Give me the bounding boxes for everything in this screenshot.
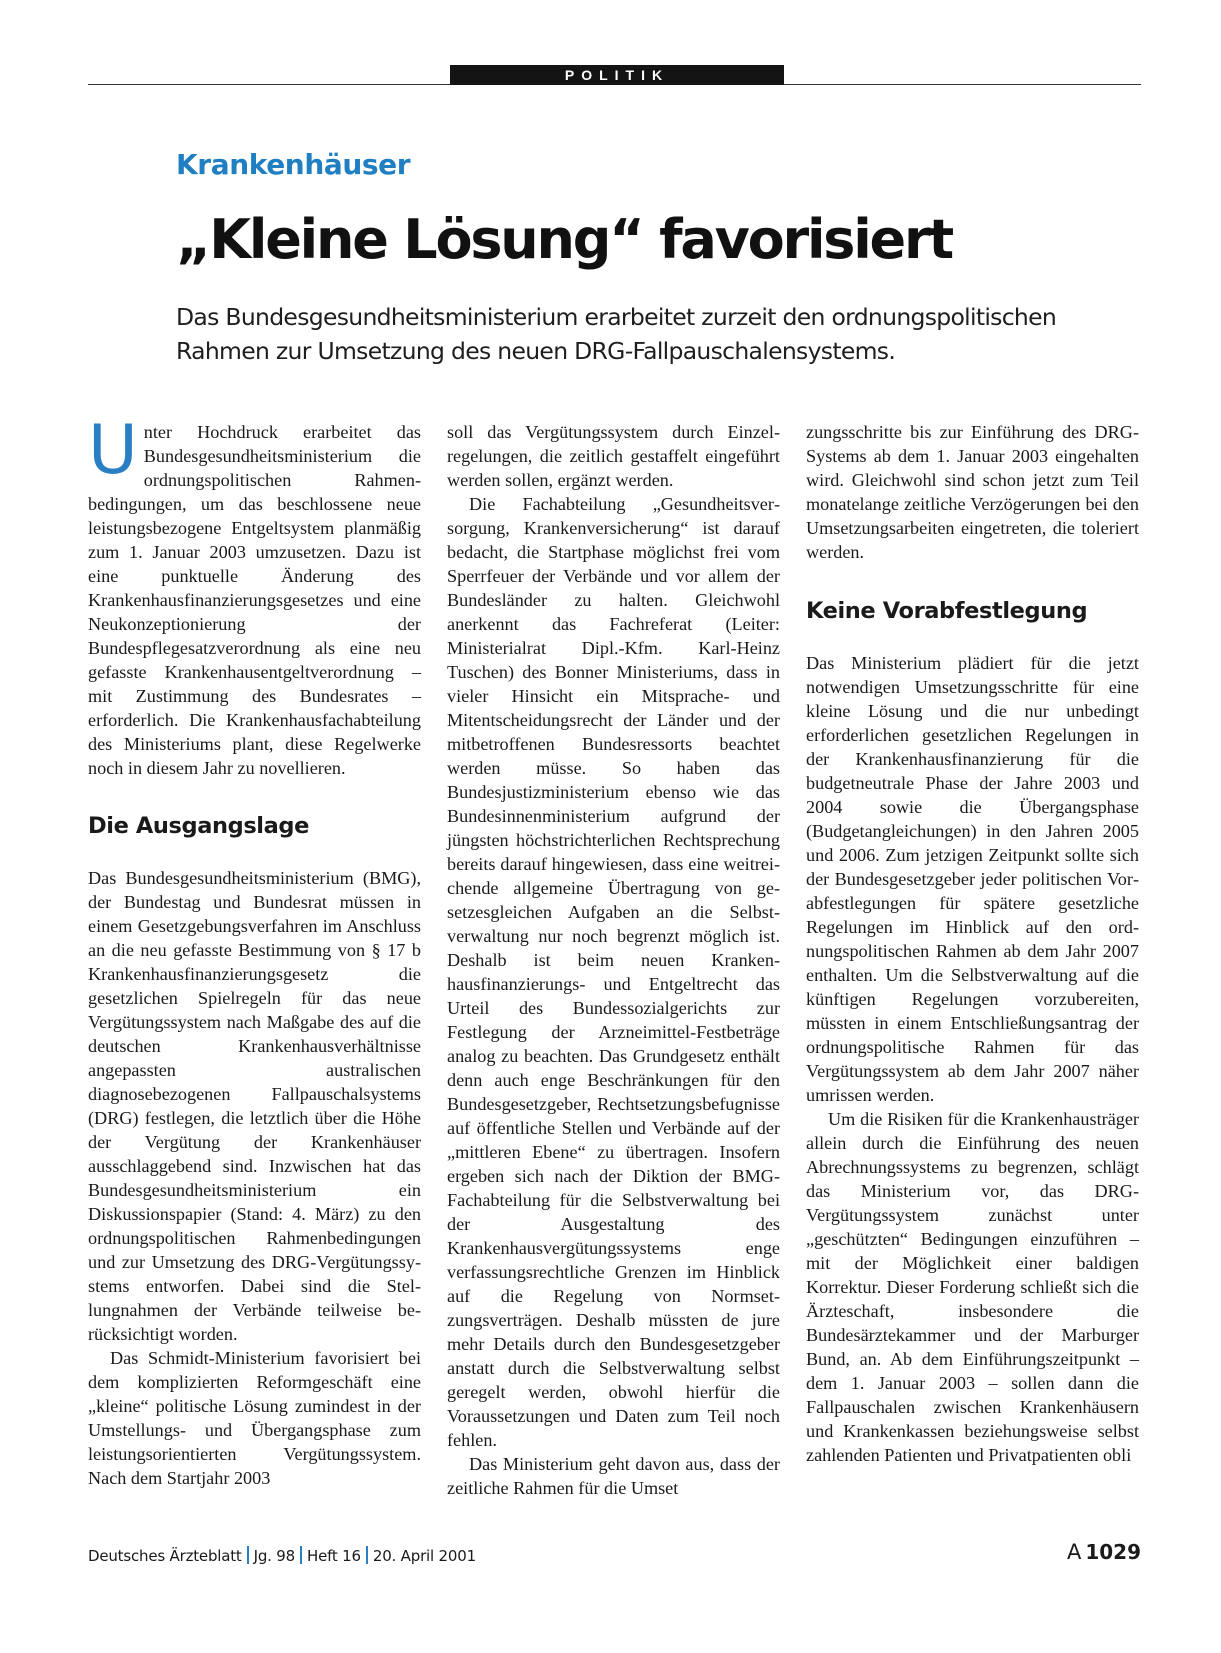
footer-separator <box>247 1546 249 1564</box>
article-deck: Das Bundesgesundheitsministerium erarbeitet zurzeit den ordnungspolitischen Rahmen zur Umsetzung des neuen DRG-Fallpauschalensystems. <box>176 303 1057 365</box>
body-paragraph: Das Bundesgesundheitsministerium (BMG), der Bundestag und Bundesrat müssen in einem Gesetzgebungsverfahren im Anschluss an die neu gefasste Bestimmung von § 17 b Krankenhausfinanzierungsgesetz die gesetzlichen Spielregeln für das neue Vergütungssystem nach Maßgabe des auf die deutschen Krankenhausverhältnisse angepassten australischen diagnosebezogenen Fallpauschalsystems (DRG) festlegen, die letztlich über die Höhe der Vergütung der Krankenhäuser ausschlaggebend sind. Inzwischen hat das Bundesgesundheitsministerium ein Diskussionspapier (Stand: 4. März) zu den ordnungspolitischen Rahmenbedingungen und zur Umsetzung des DRG-Vergütungssystems entworfen. Dabei sind die Stellungnahmen der Verbände teilweise berücksichtigt worden. <box>88 868 421 1344</box>
article-headline: „Kleine Lösung“ favorisiert <box>176 208 953 271</box>
drop-cap: U <box>88 411 138 490</box>
intro-text: nter Hochdruck erarbeitet das Bundesgesundheitsministerium die ordnungspolitischen Rahmenbedingungen, um das beschlossene neue leistungsbezogene Entgeltsystem planmäßig zum 1. Januar 2003 umzusetzen. Dazu ist eine punktuelle Änderung des Krankenhausfinanzierungsgesetzes und eine Neukonzeptionierung der Bundespflegesatzverordnung als eine neu gefasste Krankenhausentgeltverordnung – mit Zustimmung des Bundesrates – erforderlich. Die Krankenhausfachabteilung des Ministeriums plant, diese Regelwerke noch in diesem Jahr zu novellieren. <box>88 422 421 778</box>
text-column-3 <box>806 420 1139 1467</box>
journal-name: Deutsches Ärzteblatt <box>88 1547 242 1565</box>
issue-date: 20. April 2001 <box>372 1547 476 1565</box>
page-reference <box>1067 1540 1141 1564</box>
article-kicker: Krankenhäuser <box>176 148 411 181</box>
body-paragraph: soll das Vergütungssystem durch Einzelregelungen, die zeitlich gestaffelt eingeführt werden sollen, ergänzt werden. <box>447 422 780 490</box>
section-rubric-bar <box>88 62 1141 86</box>
page-prefix: A <box>1066 1540 1082 1564</box>
text-column-1 <box>88 411 421 1490</box>
text-column-2 <box>447 420 780 1500</box>
body-paragraph: Das Ministerium plädiert für die jetzt notwendigen Umsetzungsschritte für eine kleine Lösung und die nur unbedingt erforderlichen gesetzlichen Regelungen in der Krankenhausfinanzierung für die budgetneutrale Phase der Jahre 2003 und 2004 sowie die Übergangsphase (Budgetangleichungen) in den Jahren 2005 und 2006. Zum jetzigen Zeitpunkt sollte sich der Bundesgesetzgeber jeder politischen Vorabfestlegungen für spätere gesetzliche Regelungen im Hinblick auf den ordnungspolitischen Rahmen ab dem Jahr 2007 enthalten. Um die Selbstverwaltung auf die künftigen Regelungen vorzubereiten, müssten in einem Entschließungsantrag der ordnungspolitische Rahmen für das Vergütungssystem ab dem Jahr 2007 näher umrissen werden. <box>806 653 1139 1105</box>
page-number: 1029 <box>1085 1540 1141 1564</box>
body-paragraph: Die Fachabteilung „Gesundheitsversorgung, Krankenversicherung“ ist darauf bedacht, die Startphase möglichst frei vom Sperrfeuer der Verbände und vor allem der Bundesländer zu halten. Gleichwohl anerkennt das Fachreferat (Leiter: Ministerialrat Dipl.-Kfm. Karl-Heinz Tuschen) des Bonner Ministeriums, dass in vieler Hinsicht ein Mitsprache- und Mitentscheidungsrecht der Länder und der mitbetroffenen Bundesressorts beachtet werden müsse. So haben das Bundesjustizministerium ebenso wie das Bundesinnenministerium aufgrund der jüngsten höchstrichterlichen Rechtsprechung bereits darauf hingewiesen, dass eine weitreichende allgemeine Übertragung von gesetzesgleichen Aufgaben an die Selbstverwaltung nur noch begrenzt möglich ist. Deshalb ist beim neuen Krankenhausfinanzierungs- und Entgeltrecht das Urteil des Bundessozialgerichts zur Festlegung der Arzneimittel-Festbeträge analog zu beachten. Das Grundgesetz enthält denn auch enge Beschränkungen für den Bundesgesetzgeber, Rechtsetzungsbefugnisse auf öffentliche Stellen und Verbände auf der „mittleren Ebene“ zu übertragen. Insofern ergeben sich nach der Diktion der BMG-Fachabteilung für die Selbstverwaltung bei der Ausgestaltung des Krankenhausvergütungssystems enge verfassungsrechtliche Grenzen im Hinblick auf die Regelung von Normsetzungsverträgen. Deshalb müssten de jure mehr Details durch den Bundesgesetzgeber anstatt durch die Selbstverwaltung selbst geregelt werden, obwohl hierfür die Voraussetzungen und Daten zum Teil noch fehlen. <box>447 494 780 1450</box>
journal-volume: Jg. 98 <box>253 1547 295 1565</box>
footer-separator <box>366 1546 368 1564</box>
body-paragraph: Das Schmidt-Ministerium favorisiert bei dem komplizierten Reformgeschäft eine „kleine“ politische Lösung zumindest in der Umstellungs- und Übergangsphase zum leistungsorientierten Vergütungssystem. Nach dem Startjahr 2003 <box>88 1348 421 1488</box>
journal-issue: Heft 16 <box>306 1547 361 1565</box>
subhead-vorabfestlegung: Keine Vorabfestlegung <box>806 598 1088 624</box>
footer-separator <box>300 1546 302 1564</box>
body-paragraph: Um die Risiken für die Krankenhausträger allein durch die Einführung des neuen Abrechnungssystems zu begrenzen, schlägt das Ministerium vor, das DRG-Vergütungssystem zunächst unter „geschützten“ Bedingungen einzuführen – mit der Möglichkeit einer baldigen Korrektur. Dieser Forderung schließt sich die Ärzteschaft, insbesondere die Bundesärztekammer und der Marburger Bund, an. Ab dem Einführungszeitpunkt – dem 1. Januar 2003 – sollen dann die Fallpauschalen zwischen Krankenhäusern und Krankenkassen beziehungsweise selbst zahlenden Patienten und Privatpatienten obli <box>806 1109 1139 1465</box>
intro-paragraph <box>88 411 421 780</box>
page-footer <box>88 1546 476 1565</box>
body-paragraph: Das Ministerium geht davon aus, dass der zeitliche Rahmen für die Umset <box>447 1454 780 1498</box>
subhead-ausgangslage: Die Ausgangslage <box>88 813 309 839</box>
section-rubric: POLITIK <box>450 65 784 85</box>
body-paragraph: zungsschritte bis zur Einführung des DRG-Systems ab dem 1. Januar 2003 eingehalten wird. Gleichwohl sind schon jetzt zum Teil monatelange zeitliche Verzögerungen bei den Umsetzungsarbeiten eingetreten, die toleriert werden. <box>806 422 1139 562</box>
